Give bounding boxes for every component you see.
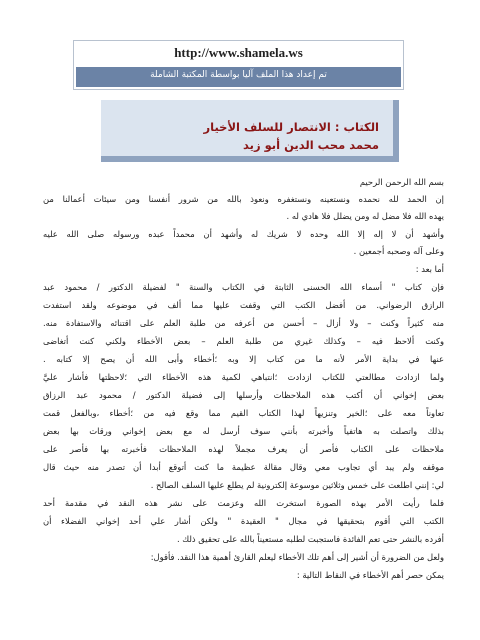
body-line: وعلى آله وصحبه أجمعين . [353,246,444,256]
body-line: فلما رأيت الأمر بهذه الصورة استخرت الله وعزمت على نشر هذه النقد في مقدمة أحد [43,498,444,508]
source-url[interactable]: http://www.shamela.ws [174,45,303,60]
body-line: تعاوناً معه على ؛الخير وتنزيهاً لهذا الكتاب القيم مما وقع فيه من ؛أخطاء ،وبالفعل قمت [43,408,444,418]
body-line: ولعل من الضرورة أن أشير إلى أهم تلك الأخطاء ليعلم القارئ أهمية هذا النقد. فأقول: [150,552,444,562]
body-line: الرازق الرضواني. من أفضل الكتب التي وقفت عليها مما ألف في موضوعه ولقد استفدت [43,300,444,310]
source-subtitle-bar [76,67,401,87]
body-line: أفرده بالنشر حتى تعم الفائدة فاستجبت لطلبه مستعيناً بالله على تحقيق ذلك . [176,534,444,544]
body-line: بذلك واتصلت به هاتفياً وأخبرته بأنني سوف أرسل له مع بعض إخواني ورقات بها بعض [43,426,444,436]
body-line: إن الحمد لله نحمده ونستعينه ونستغفره ونعوذ بالله من شرور أنفسنا ومن سيئات أعمالنا من [43,194,444,204]
body-line: ولما ازدادت مطالعتي للكتاب ازدادت ؛انتباهي لكمية هذه الأخطاء التي ؛لاحظتها فأشار عليَّ [43,372,444,382]
body-line: فإن كتاب " أسماء الله الحسنى الثابتة في الكتاب والسنة " لفضيلة الدكتور / محمود عبد [43,282,444,292]
body-line: وكنت ألاحظ فيه – وكذلك غيري من طلبة العلم – بعض الأخطاء ولكني كنت أتغاضى [43,336,444,346]
body-line: ملاحظات على الكتاب فأصر أن يعرف مجملاً لهذه الملاحظات فأخبرته بها فأصر على [43,444,444,454]
body-line: يهده الله فلا مضل له ومن يضلل فلا هادي له . [286,211,444,221]
body-line: يمكن حصر أهم الأخطاء في النقاط التالية : [296,570,444,580]
body-line: لي: إنني اطلعت على خمس وثلاثين موسوعة إلكترونية لم يطلع عليها السلف الصالح . [150,480,444,490]
book-author: محمد محب الدين أبو زيد [243,138,379,152]
body-line: وأشهد أن لا إله إلا الله وحده لا شريك له وأشهد أن محمداً عبده ورسوله صلى الله عليه [43,229,444,239]
body-line: بعض إخواني أن أكتب هذه الملاحظات وأرسلها إلى فضيلة الدكتور / محمود عبد الرزاق [43,390,444,400]
source-header-box [73,40,404,90]
body-line: موقفه ولم يبد أي تجاوب معي وقال مقالة عظيمة ما كنت أتوقع أبدا أن تصدر منه حيث قال [43,462,444,472]
source-subtitle: تم إعداد هذا الملف آليا بواسطة المكتبة الشاملة [150,70,327,80]
body-line: منه كثيراً وكنت – ولا أزال – أحسن من أعرفه من طلبة العلم على اقتنائه والاستفادة منه. [43,318,444,328]
body-line: عنها في بداية الأمر لأنه ما من كتاب إلا وبه ؛أخطاء وأبى الله أن يصح إلا كتابه . [43,354,444,364]
body-text [43,175,444,633]
body-line: بسم الله الرحمن الرحيم [359,177,444,187]
book-title: الكتاب : الانتصار للسلف الأخيار [203,120,379,134]
book-info-box [101,100,399,162]
body-line: الكتب التي أقوم بتحقيقها في مجال " العقيدة " ولكن أشار علي أحد إخواني الفضلاء أن [43,516,444,526]
body-line: أما بعد : [415,264,444,274]
